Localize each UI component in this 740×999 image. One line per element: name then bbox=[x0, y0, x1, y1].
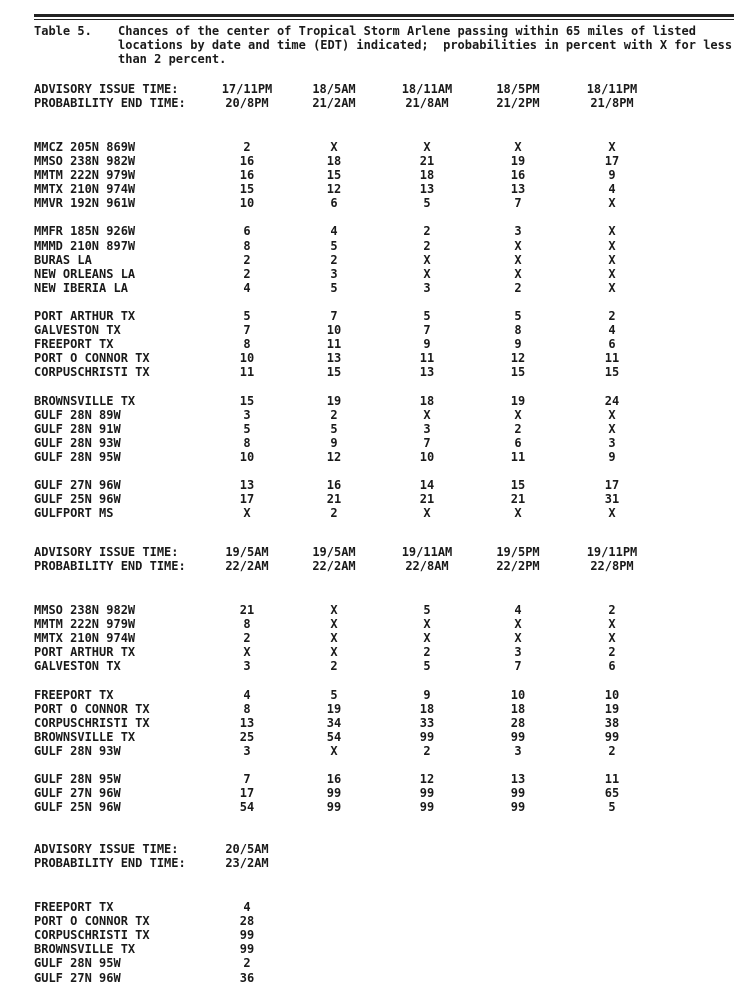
probability-value: 99 bbox=[326, 800, 342, 814]
probability-end-time: 22/2PM bbox=[496, 559, 540, 573]
probability-value: 13 bbox=[419, 182, 435, 196]
probability-value: 2 bbox=[330, 506, 338, 520]
advisory-issue-time: 19/5AM bbox=[225, 545, 269, 559]
probability-value: 19 bbox=[510, 154, 526, 168]
probability-value: 7 bbox=[514, 196, 522, 210]
probability-value: 12 bbox=[326, 450, 342, 464]
probability-value: 5 bbox=[330, 281, 338, 295]
probability-value: 10 bbox=[239, 196, 255, 210]
advisory-issue-label: ADVISORY ISSUE TIME: bbox=[34, 842, 179, 856]
table-label: Table 5. bbox=[34, 24, 92, 38]
location-label: MMSO 238N 982W bbox=[34, 603, 136, 617]
location-label: MMVR 192N 961W bbox=[34, 196, 136, 210]
probability-value: 21 bbox=[419, 154, 435, 168]
probability-value: 11 bbox=[239, 365, 255, 379]
probability-value: 3 bbox=[330, 267, 338, 281]
probability-value: 3 bbox=[514, 744, 522, 758]
probability-value: 18 bbox=[419, 168, 435, 182]
probability-value: 5 bbox=[423, 309, 431, 323]
probability-value: 15 bbox=[510, 478, 526, 492]
probability-value: 6 bbox=[243, 224, 251, 238]
probability-value: 33 bbox=[419, 716, 435, 730]
probability-value: X bbox=[514, 408, 522, 422]
probability-value: 36 bbox=[239, 971, 255, 985]
probability-value: 16 bbox=[326, 478, 342, 492]
probability-end-time: 21/8AM bbox=[405, 96, 449, 110]
probability-value: X bbox=[330, 603, 338, 617]
location-label: FREEPORT TX bbox=[34, 688, 114, 702]
probability-value: 3 bbox=[423, 422, 431, 436]
probability-value: 9 bbox=[608, 168, 616, 182]
location-label: MMCZ 205N 869W bbox=[34, 140, 136, 154]
location-label: GULF 28N 95W bbox=[34, 772, 121, 786]
probability-value: X bbox=[514, 239, 522, 253]
probability-value: 13 bbox=[239, 716, 255, 730]
probability-value: 7 bbox=[423, 323, 431, 337]
probability-value: 4 bbox=[330, 224, 338, 238]
probability-value: 16 bbox=[239, 168, 255, 182]
probability-value: 17 bbox=[604, 478, 620, 492]
probability-value: 18 bbox=[419, 394, 435, 408]
location-label: GULF 28N 91W bbox=[34, 422, 121, 436]
probability-value: 2 bbox=[330, 253, 338, 267]
probability-value: 2 bbox=[423, 239, 431, 253]
probability-value: 99 bbox=[510, 800, 526, 814]
probability-value: 3 bbox=[514, 224, 522, 238]
probability-value: 21 bbox=[510, 492, 526, 506]
advisory-issue-time: 18/11AM bbox=[401, 82, 453, 96]
advisory-issue-time: 18/11PM bbox=[586, 82, 638, 96]
location-label: GULF 28N 93W bbox=[34, 744, 121, 758]
location-label: GULF 28N 95W bbox=[34, 450, 121, 464]
location-label: PORT O CONNOR TX bbox=[34, 351, 150, 365]
probability-value: 15 bbox=[510, 365, 526, 379]
probability-value: 2 bbox=[243, 956, 251, 970]
probability-value: 4 bbox=[243, 900, 251, 914]
probability-value: X bbox=[608, 281, 616, 295]
probability-end-label: PROBABILITY END TIME: bbox=[34, 559, 186, 573]
location-label: PORT O CONNOR TX bbox=[34, 914, 150, 928]
probability-value: 8 bbox=[243, 436, 251, 450]
probability-value: 28 bbox=[510, 716, 526, 730]
probability-value: X bbox=[330, 631, 338, 645]
probability-value: 15 bbox=[326, 168, 342, 182]
location-label: FREEPORT TX bbox=[34, 900, 114, 914]
location-label: GULFPORT MS bbox=[34, 506, 114, 520]
probability-end-label: PROBABILITY END TIME: bbox=[34, 856, 186, 870]
location-label: MMFR 185N 926W bbox=[34, 224, 136, 238]
probability-value: 6 bbox=[608, 337, 616, 351]
probability-value: X bbox=[514, 631, 522, 645]
probability-value: 18 bbox=[510, 702, 526, 716]
probability-value: 2 bbox=[330, 408, 338, 422]
probability-value: 6 bbox=[330, 196, 338, 210]
probability-value: 5 bbox=[423, 659, 431, 673]
location-label: PORT O CONNOR TX bbox=[34, 702, 150, 716]
probability-value: 19 bbox=[604, 702, 620, 716]
probability-value: X bbox=[608, 224, 616, 238]
probability-value: 2 bbox=[608, 309, 616, 323]
probability-value: 3 bbox=[243, 744, 251, 758]
probability-value: 10 bbox=[239, 351, 255, 365]
probability-value: 4 bbox=[608, 182, 616, 196]
probability-value: 5 bbox=[243, 422, 251, 436]
probability-value: 99 bbox=[239, 928, 255, 942]
location-label: BROWNSVILLE TX bbox=[34, 394, 136, 408]
probability-value: X bbox=[608, 140, 616, 154]
probability-value: 2 bbox=[423, 224, 431, 238]
probability-value: 8 bbox=[514, 323, 522, 337]
probability-value: X bbox=[330, 140, 338, 154]
probability-value: 10 bbox=[419, 450, 435, 464]
probability-value: 15 bbox=[239, 394, 255, 408]
probability-value: 13 bbox=[510, 182, 526, 196]
probability-value: 13 bbox=[419, 365, 435, 379]
probability-value: 11 bbox=[510, 450, 526, 464]
probability-value: 9 bbox=[423, 337, 431, 351]
probability-value: 99 bbox=[239, 942, 255, 956]
location-label: MMTM 222N 979W bbox=[34, 168, 136, 182]
advisory-issue-time: 19/5PM bbox=[496, 545, 540, 559]
probability-value: 15 bbox=[326, 365, 342, 379]
probability-value: 7 bbox=[330, 309, 338, 323]
probability-value: 8 bbox=[243, 337, 251, 351]
probability-value: 99 bbox=[510, 786, 526, 800]
probability-value: X bbox=[608, 196, 616, 210]
probability-value: X bbox=[608, 239, 616, 253]
probability-value: X bbox=[514, 506, 522, 520]
probability-value: 16 bbox=[510, 168, 526, 182]
probability-value: X bbox=[243, 506, 251, 520]
probability-value: 99 bbox=[419, 730, 435, 744]
probability-value: 54 bbox=[239, 800, 255, 814]
probability-value: 16 bbox=[326, 772, 342, 786]
probability-value: X bbox=[608, 253, 616, 267]
probability-value: 2 bbox=[423, 645, 431, 659]
probability-value: 5 bbox=[330, 688, 338, 702]
probability-value: 21 bbox=[419, 492, 435, 506]
probability-value: 3 bbox=[423, 281, 431, 295]
top-rule-thick bbox=[34, 14, 734, 17]
probability-value: X bbox=[514, 617, 522, 631]
probability-value: 5 bbox=[423, 603, 431, 617]
probability-value: 18 bbox=[419, 702, 435, 716]
probability-value: X bbox=[608, 631, 616, 645]
probability-value: X bbox=[608, 506, 616, 520]
probability-value: 25 bbox=[239, 730, 255, 744]
advisory-issue-label: ADVISORY ISSUE TIME: bbox=[34, 82, 179, 96]
probability-value: 24 bbox=[604, 394, 620, 408]
probability-value: 3 bbox=[608, 436, 616, 450]
probability-value: 28 bbox=[239, 914, 255, 928]
location-label: MMTX 210N 974W bbox=[34, 182, 136, 196]
probability-value: 10 bbox=[239, 450, 255, 464]
probability-value: 16 bbox=[239, 154, 255, 168]
probability-value: 31 bbox=[604, 492, 620, 506]
location-label: CORPUSCHRISTI TX bbox=[34, 716, 150, 730]
probability-value: X bbox=[608, 422, 616, 436]
probability-value: 7 bbox=[243, 323, 251, 337]
probability-value: 5 bbox=[330, 239, 338, 253]
probability-value: X bbox=[423, 617, 431, 631]
probability-value: 19 bbox=[326, 394, 342, 408]
location-label: BROWNSVILLE TX bbox=[34, 730, 136, 744]
probability-value: 2 bbox=[608, 645, 616, 659]
probability-value: 99 bbox=[604, 730, 620, 744]
location-label: GULF 25N 96W bbox=[34, 800, 121, 814]
probability-value: 6 bbox=[514, 436, 522, 450]
probability-value: 13 bbox=[510, 772, 526, 786]
probability-end-time: 21/2AM bbox=[312, 96, 356, 110]
location-label: GULF 28N 93W bbox=[34, 436, 121, 450]
location-label: MMMD 210N 897W bbox=[34, 239, 136, 253]
probability-value: 6 bbox=[608, 659, 616, 673]
location-label: CORPUSCHRISTI TX bbox=[34, 365, 150, 379]
probability-value: 2 bbox=[608, 603, 616, 617]
probability-value: 11 bbox=[326, 337, 342, 351]
probability-value: 9 bbox=[514, 337, 522, 351]
probability-end-time: 23/2AM bbox=[225, 856, 269, 870]
probability-value: 12 bbox=[510, 351, 526, 365]
probability-value: 5 bbox=[608, 800, 616, 814]
probability-value: 12 bbox=[419, 772, 435, 786]
probability-value: 13 bbox=[326, 351, 342, 365]
advisory-issue-time: 19/11PM bbox=[586, 545, 638, 559]
probability-value: 2 bbox=[243, 267, 251, 281]
probability-value: 19 bbox=[510, 394, 526, 408]
location-label: CORPUSCHRISTI TX bbox=[34, 928, 150, 942]
probability-value: 65 bbox=[604, 786, 620, 800]
location-label: GULF 27N 96W bbox=[34, 478, 121, 492]
advisory-issue-time: 17/11PM bbox=[221, 82, 273, 96]
probability-value: X bbox=[330, 744, 338, 758]
advisory-issue-time: 19/5AM bbox=[312, 545, 356, 559]
probability-end-time: 22/2AM bbox=[312, 559, 356, 573]
probability-value: 9 bbox=[608, 450, 616, 464]
probability-value: 99 bbox=[419, 786, 435, 800]
probability-value: 2 bbox=[243, 140, 251, 154]
probability-value: X bbox=[423, 631, 431, 645]
location-label: FREEPORT TX bbox=[34, 337, 114, 351]
table-caption-text: Chances of the center of Tropical Storm Arlene passing within 65 miles of listed locations by date and time (EDT) indicated; probabilities in percent with X for less than 2 percent. bbox=[118, 24, 740, 66]
probability-value: 12 bbox=[326, 182, 342, 196]
probability-value: 5 bbox=[330, 422, 338, 436]
probability-value: X bbox=[423, 140, 431, 154]
probability-value: 2 bbox=[243, 631, 251, 645]
probability-value: 8 bbox=[243, 702, 251, 716]
probability-value: X bbox=[330, 645, 338, 659]
probability-value: 2 bbox=[608, 744, 616, 758]
location-label: MMSO 238N 982W bbox=[34, 154, 136, 168]
location-label: MMTM 222N 979W bbox=[34, 617, 136, 631]
probability-value: 14 bbox=[419, 478, 435, 492]
probability-value: 4 bbox=[243, 281, 251, 295]
advisory-issue-time: 18/5PM bbox=[496, 82, 540, 96]
probability-value: 3 bbox=[243, 408, 251, 422]
probability-value: 5 bbox=[514, 309, 522, 323]
probability-value: 3 bbox=[243, 659, 251, 673]
location-label: MMTX 210N 974W bbox=[34, 631, 136, 645]
probability-value: 99 bbox=[326, 786, 342, 800]
location-label: GULF 28N 89W bbox=[34, 408, 121, 422]
probability-value: 11 bbox=[419, 351, 435, 365]
probability-value: 10 bbox=[510, 688, 526, 702]
probability-value: 21 bbox=[326, 492, 342, 506]
probability-value: 15 bbox=[239, 182, 255, 196]
probability-value: 17 bbox=[239, 492, 255, 506]
probability-value: 17 bbox=[239, 786, 255, 800]
probability-value: 8 bbox=[243, 617, 251, 631]
probability-value: 5 bbox=[423, 196, 431, 210]
probability-value: 15 bbox=[604, 365, 620, 379]
probability-value: X bbox=[514, 267, 522, 281]
probability-value: 11 bbox=[604, 772, 620, 786]
probability-value: 4 bbox=[243, 688, 251, 702]
probability-value: 2 bbox=[243, 253, 251, 267]
probability-value: X bbox=[423, 253, 431, 267]
probability-end-time: 21/2PM bbox=[496, 96, 540, 110]
location-label: GULF 28N 95W bbox=[34, 956, 121, 970]
probability-value: 54 bbox=[326, 730, 342, 744]
probability-value: 99 bbox=[510, 730, 526, 744]
location-label: NEW IBERIA LA bbox=[34, 281, 128, 295]
probability-value: 38 bbox=[604, 716, 620, 730]
probability-value: X bbox=[608, 267, 616, 281]
probability-end-time: 21/8PM bbox=[590, 96, 634, 110]
location-label: GULF 27N 96W bbox=[34, 971, 121, 985]
location-label: BURAS LA bbox=[34, 253, 92, 267]
probability-value: X bbox=[514, 140, 522, 154]
probability-value: 9 bbox=[423, 688, 431, 702]
probability-value: 10 bbox=[604, 688, 620, 702]
probability-value: 8 bbox=[243, 239, 251, 253]
probability-value: 7 bbox=[243, 772, 251, 786]
probability-value: X bbox=[514, 253, 522, 267]
probability-value: 2 bbox=[514, 422, 522, 436]
probability-value: 7 bbox=[514, 659, 522, 673]
probability-value: X bbox=[423, 267, 431, 281]
probability-end-label: PROBABILITY END TIME: bbox=[34, 96, 186, 110]
probability-value: 2 bbox=[514, 281, 522, 295]
probability-value: 17 bbox=[604, 154, 620, 168]
advisory-issue-label: ADVISORY ISSUE TIME: bbox=[34, 545, 179, 559]
probability-value: 21 bbox=[239, 603, 255, 617]
location-label: BROWNSVILLE TX bbox=[34, 942, 136, 956]
top-rule-thin bbox=[34, 19, 734, 20]
probability-value: 2 bbox=[330, 659, 338, 673]
probability-value: 4 bbox=[608, 323, 616, 337]
probability-value: 10 bbox=[326, 323, 342, 337]
probability-value: 34 bbox=[326, 716, 342, 730]
location-label: PORT ARTHUR TX bbox=[34, 309, 136, 323]
probability-value: 19 bbox=[326, 702, 342, 716]
probability-value: 4 bbox=[514, 603, 522, 617]
probability-value: 2 bbox=[423, 744, 431, 758]
location-label: GULF 25N 96W bbox=[34, 492, 121, 506]
probability-value: X bbox=[423, 408, 431, 422]
probability-value: 11 bbox=[604, 351, 620, 365]
probability-end-time: 22/8PM bbox=[590, 559, 634, 573]
advisory-issue-time: 20/5AM bbox=[225, 842, 269, 856]
location-label: GALVESTON TX bbox=[34, 323, 121, 337]
probability-value: 3 bbox=[514, 645, 522, 659]
probability-value: X bbox=[330, 617, 338, 631]
advisory-issue-time: 19/11AM bbox=[401, 545, 453, 559]
location-label: PORT ARTHUR TX bbox=[34, 645, 136, 659]
probability-value: 99 bbox=[419, 800, 435, 814]
probability-value: 9 bbox=[330, 436, 338, 450]
probability-value: X bbox=[243, 645, 251, 659]
probability-value: 5 bbox=[243, 309, 251, 323]
probability-value: X bbox=[608, 408, 616, 422]
location-label: NEW ORLEANS LA bbox=[34, 267, 136, 281]
probability-value: 18 bbox=[326, 154, 342, 168]
location-label: GALVESTON TX bbox=[34, 659, 121, 673]
advisory-issue-time: 18/5AM bbox=[312, 82, 356, 96]
probability-value: X bbox=[423, 506, 431, 520]
probability-end-time: 22/8AM bbox=[405, 559, 449, 573]
probability-value: X bbox=[608, 617, 616, 631]
probability-value: 7 bbox=[423, 436, 431, 450]
probability-end-time: 22/2AM bbox=[225, 559, 269, 573]
location-label: GULF 27N 96W bbox=[34, 786, 121, 800]
probability-value: 13 bbox=[239, 478, 255, 492]
probability-end-time: 20/8PM bbox=[225, 96, 269, 110]
